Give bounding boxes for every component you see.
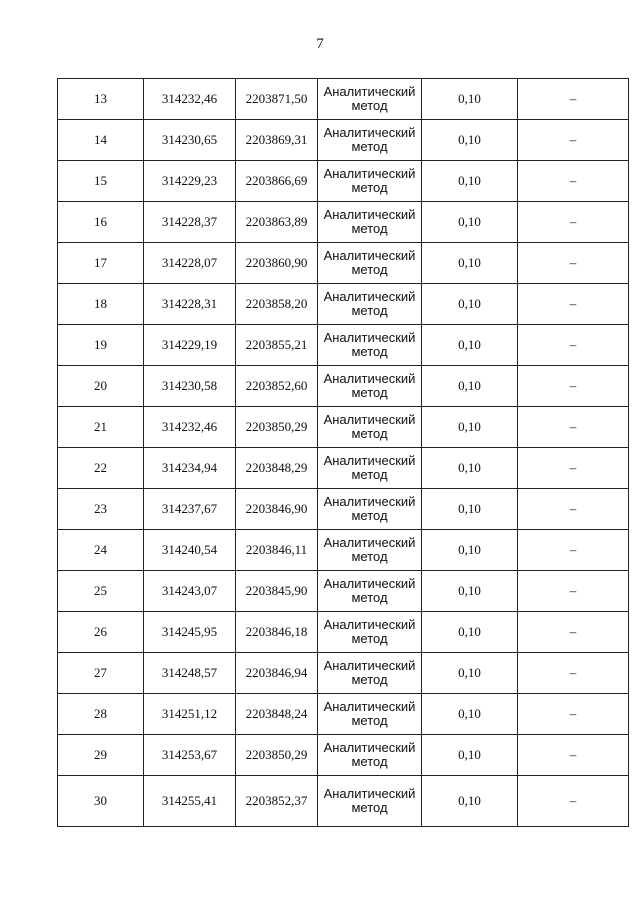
method-line-1: Аналитический [323,125,416,140]
accuracy-cell: 0,10 [422,120,518,161]
method-cell [318,161,422,202]
accuracy-cell: 0,10 [422,530,518,571]
x-coordinate-cell: 314243,07 [144,571,236,612]
accuracy-cell: 0,10 [422,161,518,202]
method-line-1: Аналитический [323,166,416,181]
x-coordinate-cell: 314229,23 [144,161,236,202]
method-line-2: метод [351,467,388,482]
method-line-2: метод [351,385,388,400]
x-coordinate-cell: 314232,46 [144,407,236,448]
method-line-1: Аналитический [323,740,416,755]
method-line-2: метод [351,508,388,523]
table-row [58,243,629,284]
point-number-cell: 15 [58,161,144,202]
accuracy-cell: 0,10 [422,79,518,120]
note-cell: – [518,612,629,653]
y-coordinate-cell: 2203848,24 [236,694,318,735]
note-cell: – [518,489,629,530]
method-cell [318,120,422,161]
note-cell: – [518,776,629,827]
method-cell [318,489,422,530]
note-cell: – [518,653,629,694]
x-coordinate-cell: 314232,46 [144,79,236,120]
y-coordinate-cell: 2203866,69 [236,161,318,202]
note-cell: – [518,79,629,120]
method-cell [318,407,422,448]
y-coordinate-cell: 2203848,29 [236,448,318,489]
point-number-cell: 17 [58,243,144,284]
note-cell: – [518,325,629,366]
point-number-cell: 27 [58,653,144,694]
point-number-cell: 20 [58,366,144,407]
method-line-2: метод [351,713,388,728]
y-coordinate-cell: 2203858,20 [236,284,318,325]
table-row [58,407,629,448]
y-coordinate-cell: 2203852,60 [236,366,318,407]
accuracy-cell: 0,10 [422,694,518,735]
x-coordinate-cell: 314228,07 [144,243,236,284]
x-coordinate-cell: 314255,41 [144,776,236,827]
note-cell: – [518,161,629,202]
accuracy-cell: 0,10 [422,735,518,776]
table-row [58,284,629,325]
note-cell: – [518,530,629,571]
y-coordinate-cell: 2203860,90 [236,243,318,284]
note-cell: – [518,735,629,776]
method-cell [318,202,422,243]
method-cell [318,694,422,735]
method-cell [318,366,422,407]
method-line-2: метод [351,549,388,564]
accuracy-cell: 0,10 [422,653,518,694]
x-coordinate-cell: 314228,31 [144,284,236,325]
method-line-1: Аналитический [323,412,416,427]
method-line-2: метод [351,98,388,113]
y-coordinate-cell: 2203871,50 [236,79,318,120]
point-number-cell: 29 [58,735,144,776]
method-line-1: Аналитический [323,289,416,304]
accuracy-cell: 0,10 [422,243,518,284]
method-line-1: Аналитический [323,453,416,468]
note-cell: – [518,407,629,448]
accuracy-cell: 0,10 [422,571,518,612]
method-line-1: Аналитический [323,617,416,632]
point-number-cell: 18 [58,284,144,325]
y-coordinate-cell: 2203850,29 [236,407,318,448]
method-line-2: метод [351,800,388,815]
x-coordinate-cell: 314234,94 [144,448,236,489]
accuracy-cell: 0,10 [422,325,518,366]
table-row [58,653,629,694]
method-line-1: Аналитический [323,786,416,801]
coordinates-table [57,78,629,827]
y-coordinate-cell: 2203852,37 [236,776,318,827]
accuracy-cell: 0,10 [422,366,518,407]
point-number-cell: 19 [58,325,144,366]
note-cell: – [518,202,629,243]
note-cell: – [518,448,629,489]
method-line-1: Аналитический [323,371,416,386]
accuracy-cell: 0,10 [422,612,518,653]
table-row [58,489,629,530]
x-coordinate-cell: 314245,95 [144,612,236,653]
y-coordinate-cell: 2203850,29 [236,735,318,776]
x-coordinate-cell: 314248,57 [144,653,236,694]
x-coordinate-cell: 314253,67 [144,735,236,776]
method-line-2: метод [351,631,388,646]
method-line-1: Аналитический [323,330,416,345]
accuracy-cell: 0,10 [422,284,518,325]
method-cell [318,735,422,776]
note-cell: – [518,284,629,325]
method-line-1: Аналитический [323,207,416,222]
method-cell [318,612,422,653]
x-coordinate-cell: 314229,19 [144,325,236,366]
coordinates-table-body [58,79,629,827]
point-number-cell: 30 [58,776,144,827]
point-number-cell: 13 [58,79,144,120]
x-coordinate-cell: 314251,12 [144,694,236,735]
method-line-1: Аналитический [323,535,416,550]
point-number-cell: 23 [58,489,144,530]
y-coordinate-cell: 2203846,18 [236,612,318,653]
method-line-2: метод [351,221,388,236]
accuracy-cell: 0,10 [422,202,518,243]
note-cell: – [518,366,629,407]
point-number-cell: 25 [58,571,144,612]
y-coordinate-cell: 2203845,90 [236,571,318,612]
accuracy-cell: 0,10 [422,407,518,448]
method-line-1: Аналитический [323,84,416,99]
method-cell [318,448,422,489]
table-row [58,735,629,776]
y-coordinate-cell: 2203863,89 [236,202,318,243]
note-cell: – [518,120,629,161]
y-coordinate-cell: 2203869,31 [236,120,318,161]
x-coordinate-cell: 314240,54 [144,530,236,571]
note-cell: – [518,243,629,284]
point-number-cell: 22 [58,448,144,489]
y-coordinate-cell: 2203846,11 [236,530,318,571]
point-number-cell: 16 [58,202,144,243]
method-cell [318,284,422,325]
method-line-2: метод [351,754,388,769]
x-coordinate-cell: 314230,65 [144,120,236,161]
method-cell [318,243,422,284]
method-line-2: метод [351,426,388,441]
point-number-cell: 14 [58,120,144,161]
x-coordinate-cell: 314228,37 [144,202,236,243]
table-row [58,448,629,489]
table-row [58,366,629,407]
method-line-1: Аналитический [323,248,416,263]
method-line-1: Аналитический [323,494,416,509]
y-coordinate-cell: 2203846,90 [236,489,318,530]
y-coordinate-cell: 2203846,94 [236,653,318,694]
table-row [58,612,629,653]
method-line-2: метод [351,303,388,318]
method-cell [318,653,422,694]
page-number: 7 [316,36,324,52]
method-cell [318,530,422,571]
table-row [58,571,629,612]
method-line-2: метод [351,672,388,687]
method-line-2: метод [351,344,388,359]
accuracy-cell: 0,10 [422,489,518,530]
x-coordinate-cell: 314230,58 [144,366,236,407]
table-row [58,776,629,827]
method-line-2: метод [351,180,388,195]
y-coordinate-cell: 2203855,21 [236,325,318,366]
point-number-cell: 24 [58,530,144,571]
table-row [58,202,629,243]
accuracy-cell: 0,10 [422,448,518,489]
accuracy-cell: 0,10 [422,776,518,827]
point-number-cell: 28 [58,694,144,735]
method-cell [318,776,422,827]
note-cell: – [518,694,629,735]
method-line-2: метод [351,139,388,154]
table-row [58,694,629,735]
method-line-1: Аналитический [323,699,416,714]
x-coordinate-cell: 314237,67 [144,489,236,530]
method-line-2: метод [351,590,388,605]
table-row [58,325,629,366]
table-row [58,530,629,571]
table-row [58,161,629,202]
table-row [58,120,629,161]
method-cell [318,325,422,366]
table-row [58,79,629,120]
note-cell: – [518,571,629,612]
method-cell [318,79,422,120]
method-line-1: Аналитический [323,658,416,673]
method-line-1: Аналитический [323,576,416,591]
point-number-cell: 26 [58,612,144,653]
method-cell [318,571,422,612]
point-number-cell: 21 [58,407,144,448]
method-line-2: метод [351,262,388,277]
